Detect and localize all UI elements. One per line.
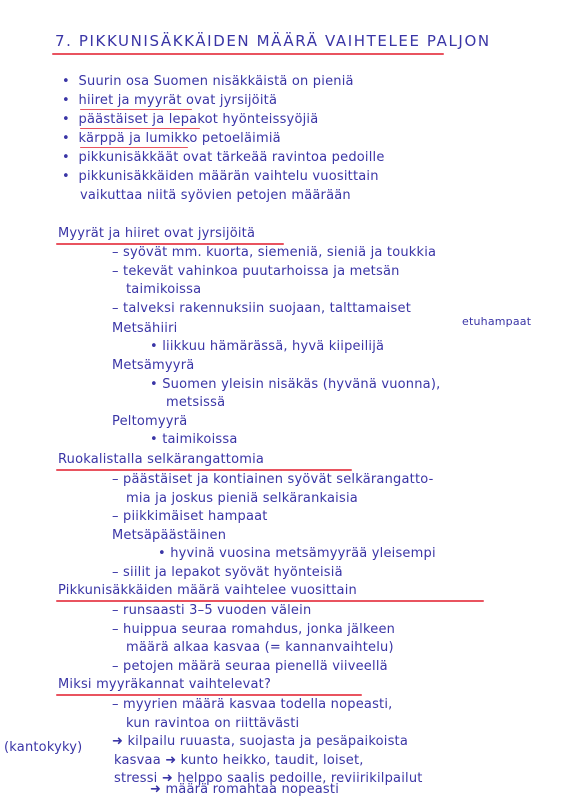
- note-line: – syövät mm. kuorta, siemeniä, sieniä ja toukkia: [112, 245, 437, 260]
- title-underline: [52, 53, 444, 55]
- note-line: stressi ➜ helppo saalis pedoille, reviirikilpailut: [114, 771, 423, 786]
- note-line: – päästäiset ja kontiainen syövät selkärangatto-: [112, 472, 434, 487]
- highlight-underline: [80, 109, 192, 110]
- note-line: ➜ määrä romahtaa nopeasti: [150, 782, 340, 797]
- intro-item: • pikkunisäkkäiden määrän vaihtelu vuosittain: [62, 169, 379, 184]
- note-line: määrä alkaa kasvaa (= kannanvaihtelu): [126, 640, 394, 655]
- note-line: – petojen määrä seuraa pienellä viiveellä: [112, 659, 388, 674]
- note-line: mia ja joskus pieniä selkärankaisia: [126, 491, 358, 506]
- species-name: Metsäpäästäinen: [112, 528, 227, 543]
- bullet-icon: •: [62, 150, 70, 165]
- heading-underline: [56, 469, 352, 471]
- section-heading: Miksi myyräkannat vaihtelevat?: [58, 677, 272, 692]
- intro-item: • päästäiset ja lepakot hyönteissyöjiä: [62, 112, 319, 127]
- bullet-icon: •: [62, 131, 70, 146]
- page-title: 7. PIKKUNISÄKKÄIDEN MÄÄRÄ VAIHTELEE PALJON: [55, 32, 491, 50]
- note-line: – tekevät vahinkoa puutarhoissa ja metsän: [112, 264, 400, 279]
- highlight-underline: [80, 128, 200, 129]
- section-heading: Pikkunisäkkäiden määrä vaihtelee vuosittain: [58, 583, 357, 598]
- note-line: • hyvinä vuosina metsämyyrää yleisempi: [158, 546, 436, 561]
- intro-item: • kärppä ja lumikko petoeläimiä: [62, 131, 281, 146]
- note-line: – piikkimäiset hampaat: [112, 509, 268, 524]
- note-line: • liikkuu hämärässä, hyvä kiipeilijä: [150, 339, 385, 354]
- note-line: kasvaa ➜ kunto heikko, taudit, loiset,: [114, 753, 364, 768]
- margin-note: (kantokyky): [4, 740, 83, 755]
- note-line: – huippua seuraa romahdus, jonka jälkeen: [112, 622, 396, 637]
- note-line: – siilit ja lepakot syövät hyönteisiä: [112, 565, 343, 580]
- section-heading: Myyrät ja hiiret ovat jyrsijöitä: [58, 226, 256, 241]
- intro-item-continued: vaikuttaa niitä syövien petojen määrään: [80, 188, 351, 203]
- note-line: etuhampaat: [462, 315, 532, 328]
- arrow-right-icon: ➜: [112, 734, 124, 749]
- note-line: – talveksi rakennuksiin suojaan, talttamaiset: [112, 301, 411, 316]
- note-line: ➜ kilpailu ruuasta, suojasta ja pesäpaikoista: [112, 734, 409, 749]
- note-line: • taimikoissa: [150, 432, 238, 447]
- note-line: • Suomen yleisin nisäkäs (hyvänä vuonna),: [150, 377, 441, 392]
- heading-underline: [56, 600, 484, 602]
- intro-item: • hiiret ja myyrät ovat jyrsijöitä: [62, 93, 278, 108]
- note-line: – runsaasti 3–5 vuoden välein: [112, 603, 312, 618]
- note-line: metsissä: [166, 395, 226, 410]
- bullet-icon: •: [62, 74, 70, 89]
- note-line: taimikoissa: [126, 282, 202, 297]
- arrow-right-icon: ➜: [165, 753, 177, 768]
- highlight-underline: [80, 147, 188, 148]
- arrow-right-icon: ➜: [161, 771, 173, 786]
- intro-item: • pikkunisäkkäät ovat tärkeää ravintoa pedoille: [62, 150, 385, 165]
- section-heading: Ruokalistalla selkärangattomia: [58, 452, 265, 467]
- bullet-icon: •: [62, 112, 70, 127]
- intro-item: • Suurin osa Suomen nisäkkäistä on pieniä: [62, 74, 354, 89]
- bullet-icon: •: [62, 169, 70, 184]
- species-name: Metsämyyrä: [112, 358, 195, 373]
- species-name: Metsähiiri: [112, 321, 178, 336]
- species-name: Peltomyyrä: [112, 414, 188, 429]
- heading-underline: [56, 694, 362, 696]
- arrow-right-icon: ➜: [150, 782, 162, 797]
- note-line: kun ravintoa on riittävästi: [126, 716, 300, 731]
- note-line: – myyrien määrä kasvaa todella nopeasti,: [112, 697, 393, 712]
- bullet-icon: •: [62, 93, 70, 108]
